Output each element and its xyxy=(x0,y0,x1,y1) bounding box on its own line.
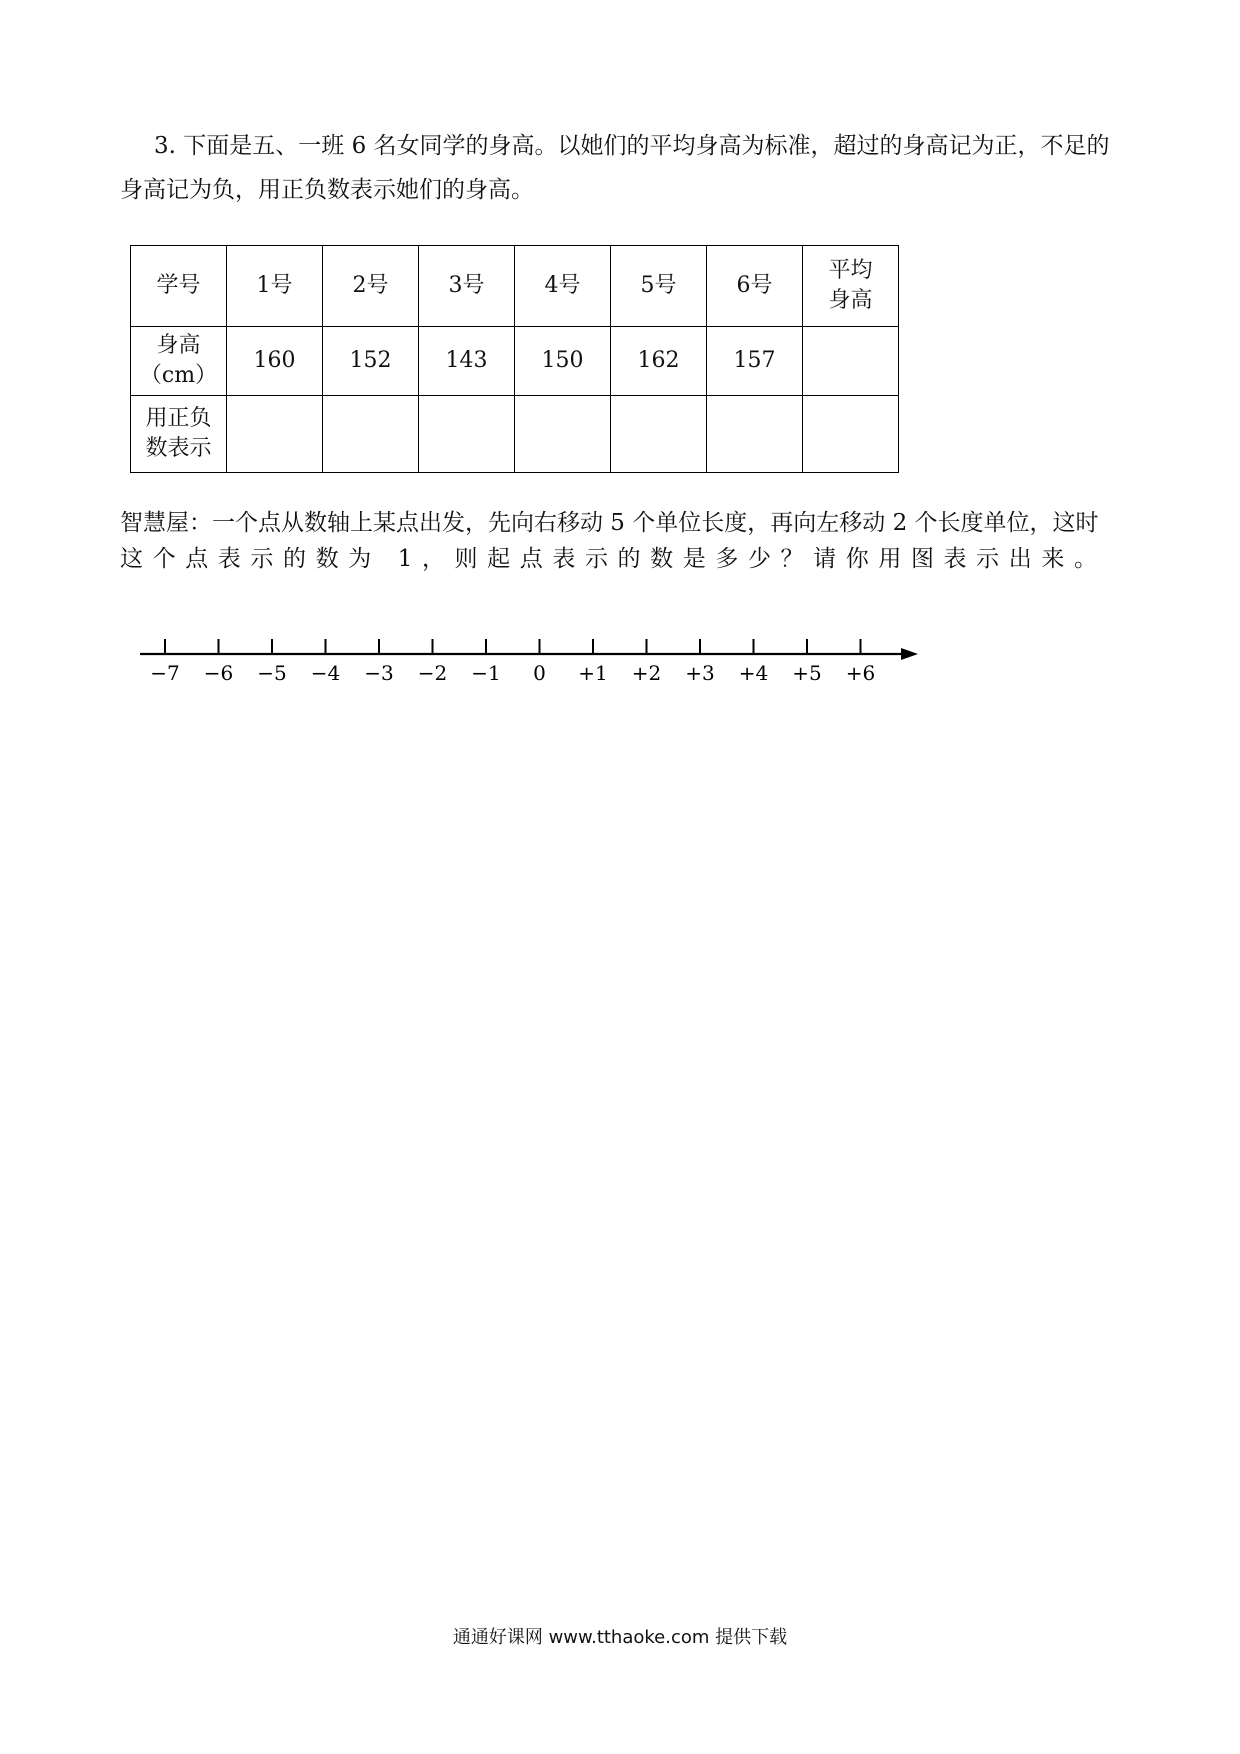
height-cell-5: 162 xyxy=(611,327,707,396)
number-line-arrow xyxy=(901,648,918,660)
number-line-label: −6 xyxy=(203,661,234,685)
height-cell-1: 160 xyxy=(227,327,323,396)
number-line-label: +3 xyxy=(685,661,715,685)
header-label-cell: 学号 xyxy=(131,246,227,327)
number-line-label: −3 xyxy=(364,661,394,685)
table-header-row xyxy=(131,246,899,327)
number-line-ticks xyxy=(150,639,875,685)
signed-cell-2 xyxy=(323,396,419,473)
signed-cell-6 xyxy=(707,396,803,473)
signed-cell-avg xyxy=(803,396,899,473)
footer-text: 通通好课网 www.tthaoke.com 提供下载 xyxy=(452,1627,788,1648)
number-line-label: −4 xyxy=(310,661,341,685)
signed-cell-1 xyxy=(227,396,323,473)
wisdom-line-2: 这个点表示的数为 1，则起点表示的数是多少？请你用图表示出来。 xyxy=(120,546,1107,572)
height-cell-3: 143 xyxy=(419,327,515,396)
signed-cell-5 xyxy=(611,396,707,473)
height-cell-2: 152 xyxy=(323,327,419,396)
header-average: 平均 身高 xyxy=(803,246,899,327)
table-signed-row xyxy=(131,396,899,473)
signed-cell-4 xyxy=(515,396,611,473)
number-line-label: −7 xyxy=(150,661,180,685)
number-line xyxy=(130,625,950,695)
number-line-label: +2 xyxy=(631,661,662,685)
number-line-label: −1 xyxy=(471,661,501,685)
header-col-5: 5号 xyxy=(611,246,707,327)
number-line-label: +1 xyxy=(578,661,608,685)
wisdom-problem xyxy=(120,505,1130,577)
wisdom-line-1: 智慧屋：一个点从数轴上某点出发，先向右移动 5 个单位长度，再向左移动 2 个长度单位，这时 xyxy=(120,510,1099,536)
header-col-3: 3号 xyxy=(419,246,515,327)
number-line-label: +6 xyxy=(845,661,876,685)
header-col-6: 6号 xyxy=(707,246,803,327)
number-line-label: +4 xyxy=(738,661,769,685)
height-cell-6: 157 xyxy=(707,327,803,396)
height-cell-4: 150 xyxy=(515,327,611,396)
header-col-1: 1号 xyxy=(227,246,323,327)
height-row-label: 身高 （cm） xyxy=(131,327,227,396)
table-height-row xyxy=(131,327,899,396)
number-line-label: +5 xyxy=(792,661,822,685)
number-line-label: 0 xyxy=(533,661,546,685)
average-height-cell xyxy=(803,327,899,396)
signed-cell-3 xyxy=(419,396,515,473)
header-col-2: 2号 xyxy=(323,246,419,327)
height-table xyxy=(130,245,899,473)
number-line-label: −5 xyxy=(257,661,287,685)
header-col-4: 4号 xyxy=(515,246,611,327)
number-line-label: −2 xyxy=(417,661,448,685)
signed-row-label: 用正负 数表示 xyxy=(131,396,227,473)
question-3-text: 3. 下面是五、一班 6 名女同学的身高。以她们的平均身高为标准，超过的身高记为正，不足的身高记为负，用正负数表示她们的身高。 xyxy=(120,133,1110,203)
